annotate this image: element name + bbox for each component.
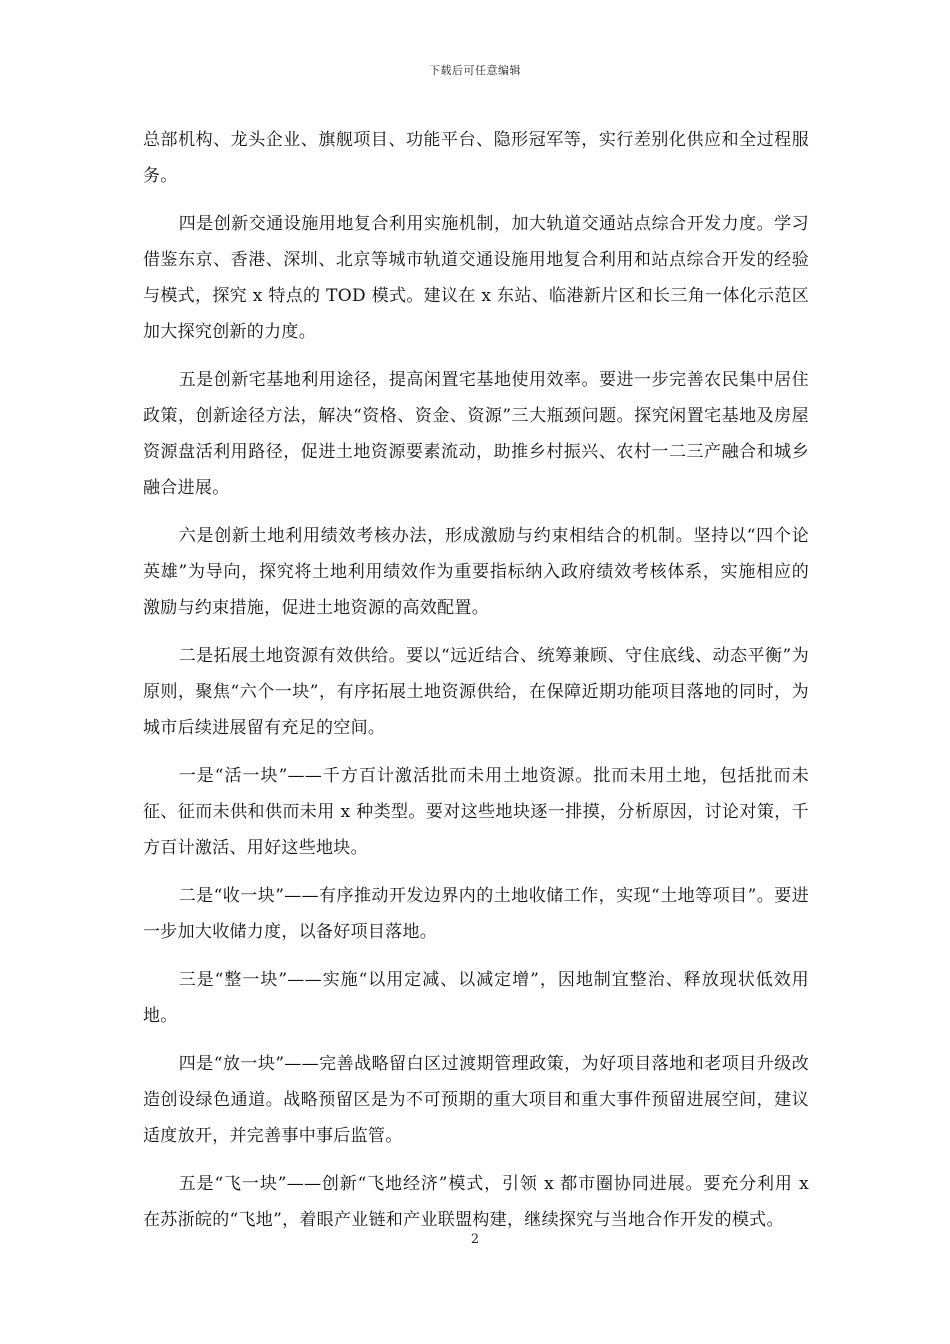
paragraph: 四是创新交通设施用地复合利用实施机制，加大轨道交通站点综合开发力度。学习借鉴东京、香港、深圳、北京等城市轨道交通设施用地复合利用和站点综合开发的经验与模式，探究 x 特点的 TOD 模式。建议在 x 东站、临港新片区和长三角一体化示范区加大探究创新的力度。 <box>143 214 809 342</box>
page-header: 下载后可任意编辑 <box>429 64 521 77</box>
paragraph: 六是创新土地利用绩效考核办法，形成激励与约束相结合的机制。坚持以“四个论英雄”为导向，探究将土地利用绩效作为重要指标纳入政府绩效考核体系，实施相应的激励与约束措施，促进土地资源的高效配置。 <box>143 526 809 618</box>
paragraph: 五是“飞一块”——创新“飞地经济”模式，引领 x 都市圈协同进展。要充分利用 x 在苏浙皖的“飞地”，着眼产业链和产业联盟构建，继续探究与当地合作开发的模式。 <box>143 1174 809 1230</box>
paragraph: 一是“活一块”——千方百计激活批而未用土地资源。批而未用土地，包括批而未征、征而未供和供而未用 x 种类型。要对这些地块逐一排摸，分析原因，讨论对策，千方百计激活、用好这些地块。 <box>143 766 809 858</box>
paragraph: 二是拓展土地资源有效供给。要以“远近结合、统筹兼顾、守住底线、动态平衡”为原则，聚焦“六个一块”，有序拓展土地资源供给，在保障近期功能项目落地的同时，为城市后续进展留有充足的空间。 <box>143 646 809 738</box>
paragraph: 二是“收一块”——有序推动开发边界内的土地收储工作，实现“土地等项目”。要进一步加大收储力度，以备好项目落地。 <box>143 886 809 942</box>
paragraph: 三是“整一块”——实施“以用定减、以减定增”，因地制宜整治、释放现状低效用地。 <box>143 970 809 1026</box>
document-body <box>143 122 809 1250</box>
page-number: 2 <box>470 1232 480 1247</box>
paragraph: 四是“放一块”——完善战略留白区过渡期管理政策，为好项目落地和老项目升级改造创设绿色通道。战略预留区是为不可预期的重大项目和重大事件预留进展空间，建议适度放开，并完善事中事后监管。 <box>143 1054 809 1146</box>
paragraph: 五是创新宅基地利用途径，提高闲置宅基地使用效率。要进一步完善农民集中居住政策，创新途径方法，解决“资格、资金、资源”三大瓶颈问题。探究闲置宅基地及房屋资源盘活利用路径，促进土地资源要素流动，助推乡村振兴、农村一二三产融合和城乡融合进展。 <box>143 370 809 498</box>
paragraph: 总部机构、龙头企业、旗舰项目、功能平台、隐形冠军等，实行差别化供应和全过程服务。 <box>143 130 809 186</box>
